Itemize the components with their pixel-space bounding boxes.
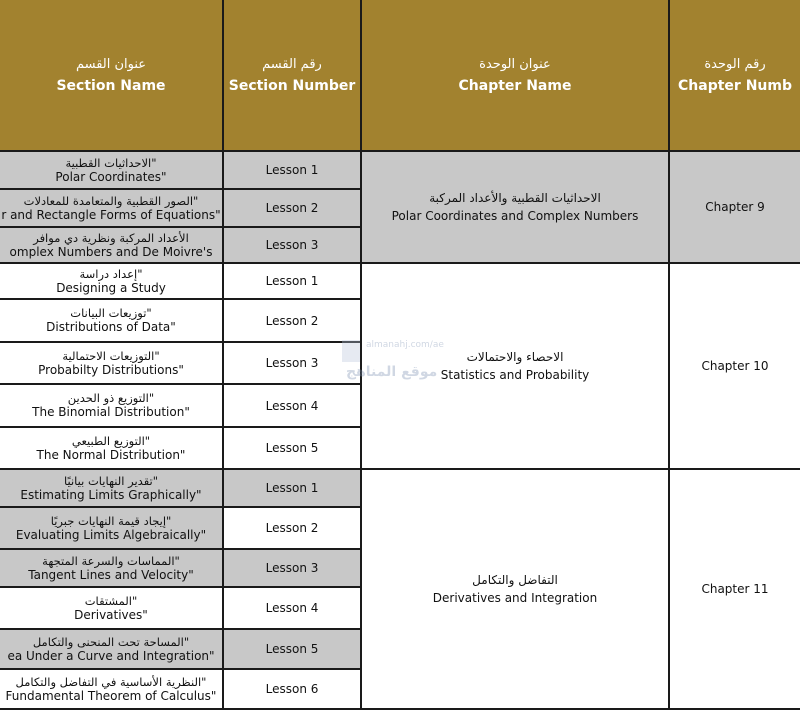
header-section-number-ar: رقم القسم (262, 56, 322, 72)
section-name-cell (0, 343, 224, 385)
chapter-name-en: Polar Coordinates and Complex Numbers (391, 209, 639, 223)
header-chapter-name-en: Chapter Name (458, 77, 572, 94)
section-number-cell (224, 508, 362, 550)
section-name-en: Estimating Limits Graphically" (20, 487, 202, 502)
chapter-name-ar: الاحصاء والاحتمالات (466, 350, 564, 364)
section-name-en: omplex Numbers and De Moivre's (9, 244, 213, 259)
section-name-ar: إعداد دراسة" (79, 266, 143, 281)
section-number-cell (224, 470, 362, 508)
section-name-en: The Normal Distribution" (36, 447, 186, 462)
lesson-number: Lesson 2 (265, 201, 319, 215)
lesson-number: Lesson 5 (265, 441, 319, 455)
section-name-cell (0, 588, 224, 630)
watermark (342, 340, 462, 388)
section-name-en: Derivatives" (74, 607, 148, 622)
lesson-number: Lesson 3 (265, 238, 319, 252)
section-name-ar: الأعداد المركبة ونظرية دي موافر (33, 230, 189, 245)
chapter-number-cell (670, 470, 800, 710)
lesson-number: Lesson 1 (265, 481, 319, 495)
section-name-ar: تقدير النهايات بيانيًا" (63, 473, 159, 488)
header-section-number (224, 0, 362, 152)
section-name-en: Distributions of Data" (46, 320, 176, 334)
header-section-number-en: Section Number (228, 77, 356, 94)
section-name-cell (0, 630, 224, 670)
section-name-en: Fundamental Theorem of Calculus" (5, 688, 217, 703)
section-name-cell (0, 228, 224, 264)
section-name-ar: التوزيع الطبيعي" (71, 433, 151, 448)
section-name-ar: إيجاد قيمة النهايات جبريًا" (50, 513, 172, 528)
lesson-number: Lesson 5 (265, 642, 319, 656)
section-name-en: Polar Coordinates" (55, 169, 167, 184)
chapter-name-en: Derivatives and Integration (432, 591, 598, 605)
section-name-ar: المساحة تحت المنحنى والتكامل" (32, 634, 190, 649)
section-name-en: Tangent Lines and Velocity" (28, 567, 194, 582)
lesson-number: Lesson 6 (265, 682, 319, 696)
section-number-cell (224, 670, 362, 710)
chapter-number: Chapter 11 (701, 582, 769, 596)
lesson-number: Lesson 1 (265, 274, 319, 288)
section-name-cell (0, 428, 224, 470)
header-chapter-number (670, 0, 800, 152)
section-name-ar: المشتقات" (84, 593, 138, 608)
section-number-cell (224, 588, 362, 630)
section-name-ar: توزيعات البيانات" (70, 306, 152, 320)
header-chapter-name (362, 0, 670, 152)
chapter-number-cell (670, 264, 800, 470)
section-name-ar: الاحداثيات القطبية" (65, 155, 157, 170)
lesson-number: Lesson 3 (265, 356, 319, 370)
section-name-en: ea Under a Curve and Integration" (7, 648, 215, 663)
section-name-ar: التوزيع ذو الحدين" (67, 391, 155, 405)
section-number-cell (224, 264, 362, 300)
chapter-number: Chapter 10 (701, 359, 769, 373)
section-number-cell (224, 630, 362, 670)
section-name-en: The Binomial Distribution" (32, 405, 190, 419)
header-chapter-name-ar: عنوان الوحدة (479, 56, 551, 72)
section-number-cell (224, 152, 362, 190)
lesson-number: Lesson 4 (265, 601, 319, 615)
section-number-cell (224, 190, 362, 228)
section-name-cell (0, 264, 224, 300)
section-name-cell (0, 470, 224, 508)
chapter-name-cell (362, 152, 670, 264)
chapter-number-cell (670, 152, 800, 264)
header-section-name (0, 0, 224, 152)
section-name-ar: النظرية الأساسية في التفاضل والتكامل" (15, 674, 207, 689)
chapter-name-en: Statistics and Probability (440, 368, 590, 382)
section-number-cell (224, 550, 362, 588)
section-name-cell (0, 670, 224, 710)
section-name-en: r and Rectangle Forms of Equations" (1, 207, 221, 222)
lesson-number: Lesson 2 (265, 521, 319, 535)
header-section-name-ar: عنوان القسم (75, 56, 147, 72)
watermark-logo-icon (342, 340, 360, 362)
section-name-cell (0, 152, 224, 190)
header-chapter-number-en: Chapter Numb (678, 77, 792, 94)
lesson-number: Lesson 2 (265, 313, 319, 328)
chapter-name-ar: الاحداثيات القطبية والأعداد المركبة (429, 191, 601, 205)
header-section-name-en: Section Name (56, 77, 166, 94)
watermark-name: موقع المناهج (346, 364, 438, 380)
section-number-cell (224, 228, 362, 264)
section-name-cell (0, 190, 224, 228)
section-number-cell (224, 300, 362, 343)
chapter-name-cell (362, 470, 670, 710)
section-name-ar: الصور القطبية والمتعامدة للمعادلات" (23, 193, 199, 208)
section-name-cell (0, 300, 224, 343)
section-name-ar: المماسات والسرعة المتجهة" (42, 553, 180, 568)
section-name-en: Evaluating Limits Algebraically" (15, 527, 207, 542)
watermark-url: almanahj.com/ae (366, 340, 444, 350)
lesson-number: Lesson 3 (265, 561, 319, 575)
chapter-name-ar: التفاضل والتكامل (472, 573, 558, 587)
section-number-cell (224, 385, 362, 428)
lesson-number: Lesson 4 (265, 398, 319, 413)
section-name-cell (0, 550, 224, 588)
section-name-cell (0, 385, 224, 428)
section-name-en: Probabilty Distributions" (38, 362, 184, 377)
chapter-number: Chapter 9 (705, 200, 765, 214)
section-name-cell (0, 508, 224, 550)
section-number-cell (224, 428, 362, 470)
lesson-number: Lesson 1 (265, 163, 319, 177)
header-chapter-number-ar: رقم الوحدة (704, 56, 766, 72)
section-name-ar: التوزيعات الاحتمالية" (62, 348, 160, 363)
section-name-en: Designing a Study (56, 280, 166, 295)
